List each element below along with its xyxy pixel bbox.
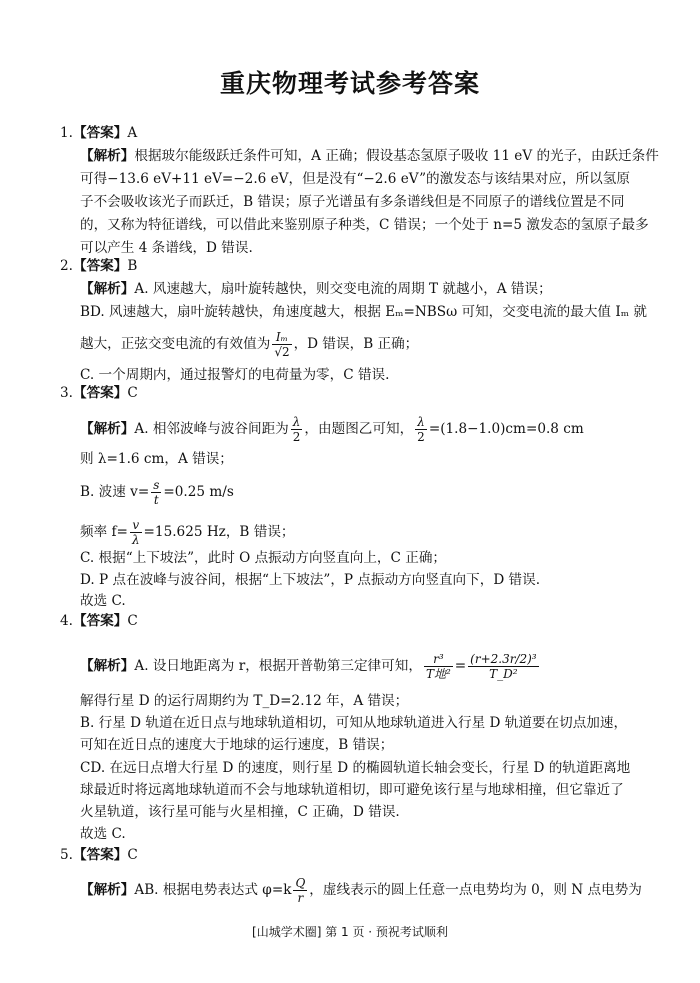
q3-analysis-line-1 <box>80 415 584 444</box>
q3-number: 3. <box>60 385 73 401</box>
q1-answer-label: 【答案】 <box>72 125 128 141</box>
q1-answer-line <box>60 124 137 142</box>
q4-earth-ratio-fraction <box>424 652 453 681</box>
q4-analysis-line-6: 球最近时将远离地球轨道而不会与地球轨道相切，即可避免该行星与地球相撞，但它靠近了 <box>80 782 624 798</box>
q4-analysis-line-5: CD. 在远日点增大行星 D 的速度，则行星 D 的椭圆轨道长轴会变长，行星 D 的轨道距离地 <box>80 760 631 776</box>
q5-answer-line <box>60 846 138 864</box>
q3-frequency-fraction <box>130 518 142 547</box>
q1-answer: A <box>127 125 138 141</box>
q3-half-wavelength-fraction <box>291 415 303 444</box>
q3-answer: C <box>127 385 138 401</box>
q5-analysis-line-1 <box>80 876 642 905</box>
q1-analysis-line-1 <box>80 147 659 165</box>
q2-analysis-line-4: C. 一个周期内，通过报警灯的电荷量为零，C 错误. <box>80 367 390 383</box>
q5-r-denominator: r <box>297 891 304 905</box>
page-title: 重庆物理考试参考答案 <box>219 69 480 98</box>
q4-analysis-line-4: 可知在近日点的速度大于地球的运行速度，B 错误； <box>80 737 394 753</box>
q3-two-denominator: 2 <box>292 430 301 444</box>
q2-text-3b: ，D 错误，B 正确； <box>293 336 419 352</box>
q3-answer-label: 【答案】 <box>72 385 128 401</box>
q3-answer-line <box>60 384 138 402</box>
q3-lambda-numerator-2: λ <box>415 415 427 430</box>
q3-analysis-line-7: 故选 C. <box>80 593 126 609</box>
q5-number: 5. <box>60 847 73 863</box>
q2-analysis-text-1: A. 风速越大，扇叶旋转越快，则交变电流的周期 T 就越小，A 错误； <box>134 281 552 297</box>
q3-text-1b: ，由题图乙可知， <box>304 421 414 437</box>
q2-number: 2. <box>60 258 73 274</box>
q2-analysis-label: 【解析】 <box>80 281 135 297</box>
q2-effective-value-fraction <box>272 330 291 359</box>
q1-analysis-label: 【解析】 <box>80 148 135 164</box>
q3-analysis-line-2: 则 λ=1.6 cm，A 错误； <box>80 451 233 467</box>
q4-analysis-line-7: 火星轨道，该行星可能与火星相撞，C 正确，D 错误. <box>80 804 400 820</box>
q1-number: 1. <box>60 125 73 141</box>
q1-analysis-line-5: 可以产生 4 条谱线，D 错误. <box>80 240 253 256</box>
q5-answer: C <box>127 847 138 863</box>
q3-text-1c: =(1.8−1.0)cm=0.8 cm <box>428 421 584 437</box>
q4-analysis-line-2: 解得行星 D 的运行周期约为 T_D=2.12 年，A 错误； <box>80 693 409 709</box>
q3-analysis-line-6: D. P 点在波峰与波谷间，根据“上下坡法”，P 点振动方向竖直向下，D 错误. <box>80 572 541 588</box>
q2-answer-label: 【答案】 <box>72 258 128 274</box>
q5-potential-fraction <box>293 876 307 905</box>
q2-answer: B <box>127 258 138 274</box>
q3-s-numerator: s <box>153 478 160 492</box>
q5-answer-label: 【答案】 <box>72 847 128 863</box>
q3-text-3a: B. 波速 v= <box>80 484 150 500</box>
q4-t-d-squared: T_D² <box>489 667 518 681</box>
q4-semi-major-axis-cubed: (r+2.3r/2)³ <box>470 652 537 666</box>
q4-answer-line <box>60 612 138 630</box>
q2-text-3a: 越大，正弦交变电流的有效值为 <box>80 336 271 352</box>
q2-analysis-line-2: BD. 风速越大，扇叶旋转越快，角速度越大，根据 Eₘ=NBSω 可知，交变电流的最大值 Iₘ 就 <box>80 304 647 320</box>
q3-lambda-denominator: λ <box>131 533 140 547</box>
q5-text-1b: ，虚线表示的圆上任意一点电势均为 0，则 N 点电势为 <box>309 882 642 898</box>
page-footer: [山城学术圈] 第 1 页 · 预祝考试顺利 <box>252 925 448 939</box>
q3-lambda-numerator: λ <box>291 415 303 430</box>
q1-analysis-line-3: 子不会吸收该光子而跃迁，B 错误；原子光谱虽有多条谱线但是不同原子的谱线位置是不同 <box>80 194 625 210</box>
q1-analysis-text-1: 根据玻尔能级跃迁条件可知，A 正确；假设基态氢原子吸收 11 eV 的光子，由跃迁条件 <box>134 148 659 164</box>
q3-half-wavelength-fraction-2 <box>415 415 427 444</box>
q4-analysis-line-8: 故选 C. <box>80 826 126 842</box>
q3-analysis-line-4 <box>80 518 295 547</box>
q5-q-numerator: Q <box>295 876 306 890</box>
q3-text-1a: A. 相邻波峰与波谷间距为 <box>134 421 289 437</box>
q3-text-4b: =15.625 Hz，B 错误； <box>143 524 295 540</box>
q3-text-3b: =0.25 m/s <box>163 484 234 500</box>
q2-answer-line <box>60 257 137 275</box>
q2-fraction-denominator: √2 <box>274 345 290 359</box>
q2-fraction-numerator: Iₘ <box>272 330 291 345</box>
q3-analysis-line-3 <box>80 478 234 507</box>
q5-analysis-label: 【解析】 <box>80 882 135 898</box>
q4-analysis-line-3: B. 行星 D 轨道在近日点与地球轨道相切，可知从地球轨道进入行星 D 轨道要在切点加速， <box>80 715 628 731</box>
q3-t-denominator: t <box>153 493 159 507</box>
q4-analysis-line-1 <box>80 652 541 681</box>
q4-answer: C <box>127 613 138 629</box>
q4-analysis-label: 【解析】 <box>80 658 135 674</box>
q3-text-4a: 频率 f= <box>80 524 128 540</box>
q5-text-1a: AB. 根据电势表达式 φ=k <box>134 882 292 898</box>
q4-text-1a: A. 设日地距离为 r，根据开普勒第三定律可知， <box>134 658 422 674</box>
q4-equals: = <box>454 658 467 674</box>
q2-analysis-line-3 <box>80 330 418 359</box>
q4-t-earth-squared: T地² <box>425 667 451 681</box>
q4-planet-d-ratio-fraction <box>468 652 538 681</box>
q3-velocity-fraction <box>151 478 161 507</box>
q4-answer-label: 【答案】 <box>72 613 128 629</box>
q1-analysis-line-4: 的，又称为特征谱线，可以借此来鉴别原子种类，C 错误；一个处于 n=5 激发态的氢原子最多 <box>80 217 649 233</box>
q3-analysis-label: 【解析】 <box>80 421 135 437</box>
q3-two-denominator-2: 2 <box>417 430 425 444</box>
q4-number: 4. <box>60 613 73 629</box>
q2-analysis-line-1 <box>80 280 552 298</box>
q3-v-numerator: v <box>130 518 142 533</box>
q4-r-cubed: r³ <box>424 652 453 667</box>
q1-analysis-line-2: 可得−13.6 eV+11 eV=−2.6 eV，但是没有“−2.6 eV”的激发态与该结果对应，所以氢原 <box>80 171 630 187</box>
q3-analysis-line-5: C. 根据“上下坡法”，此时 O 点振动方向竖直向上，C 正确； <box>80 550 447 566</box>
